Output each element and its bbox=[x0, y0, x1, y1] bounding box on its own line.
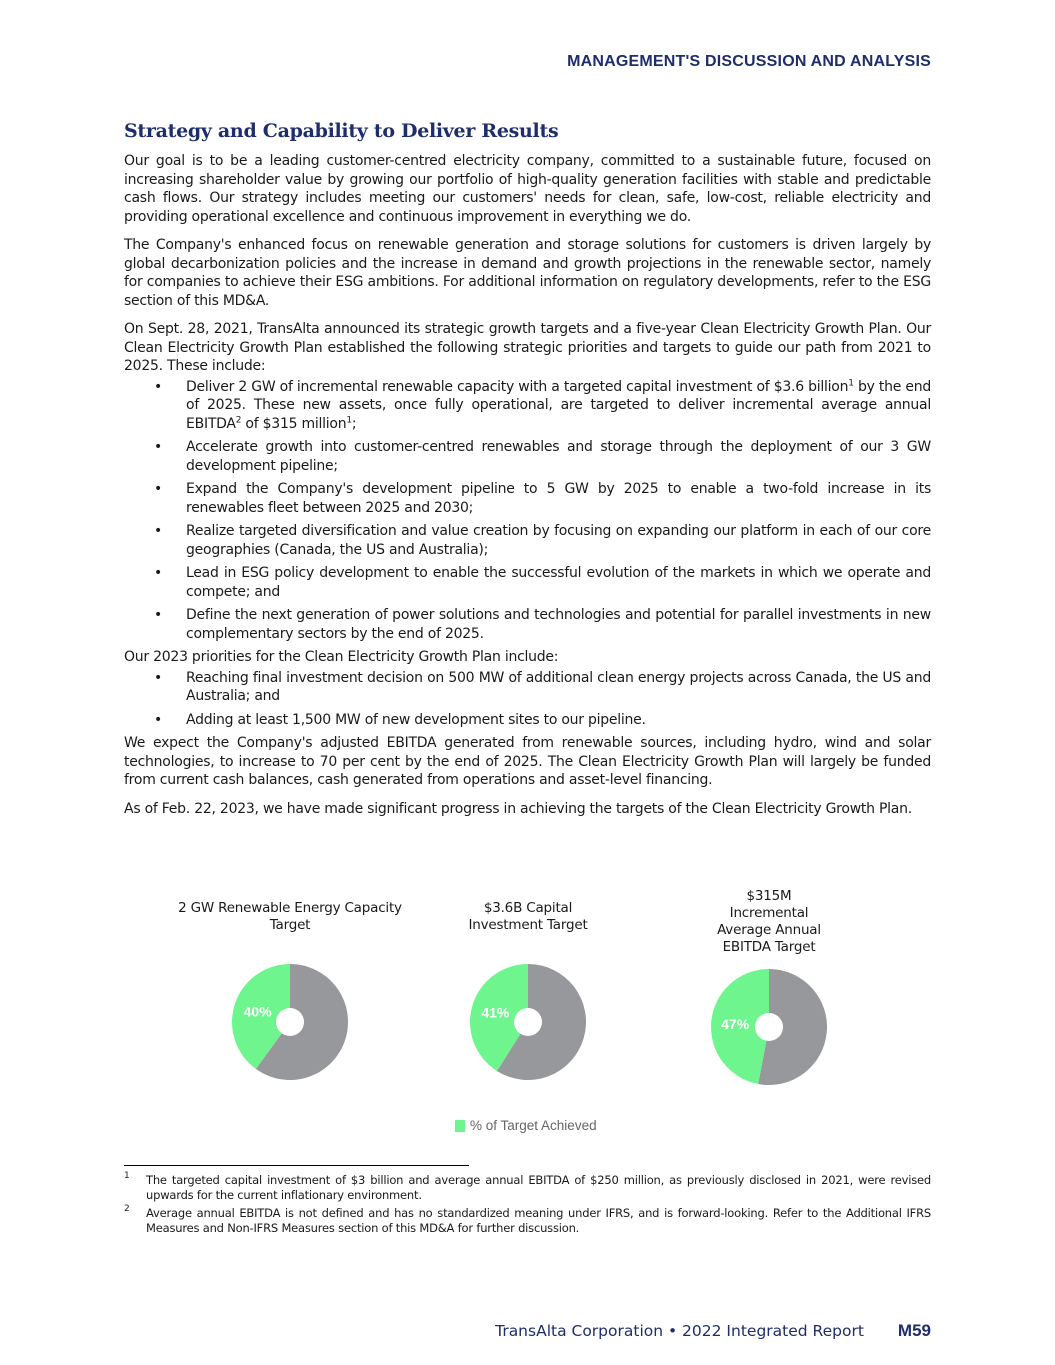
target-progress-charts bbox=[124, 880, 931, 1150]
footnote-ref: 1 bbox=[346, 414, 352, 425]
footnote-number: 2 bbox=[124, 1204, 130, 1214]
main-content bbox=[124, 120, 931, 828]
legend-label: % of Target Achieved bbox=[470, 1118, 597, 1133]
chart-title: $3.6B Capital Investment Target bbox=[468, 900, 588, 933]
footnote-ref: 1 bbox=[848, 377, 854, 388]
list-item: • Expand the Company's development pipeline to 5 GW by 2025 to enable a two-fold increase in its renewables fleet between 2025 and 2030; bbox=[154, 481, 931, 516]
page-number: M59 bbox=[897, 1321, 931, 1340]
data-label: 40% bbox=[243, 1003, 272, 1020]
donut-hole bbox=[514, 1008, 542, 1036]
bullet-glyph: • bbox=[154, 669, 163, 686]
data-label: 47% bbox=[721, 1015, 750, 1032]
footnotes bbox=[124, 1173, 931, 1239]
bullet-glyph: • bbox=[154, 439, 163, 455]
paragraph-goal: Our goal is to be a leading customer-centred electricity company, committed to a sustainable future, focused on increasing shareholder value by growing our portfolio of high-quality generation facilities with stable and predictable cash flows. Our strategy includes meeting our customers' needs for clean, safe, low-cost, reliable electricity and providing operational excellence and continuous improvement in everything we do. bbox=[124, 153, 931, 225]
bullet-glyph: • bbox=[154, 711, 163, 728]
strategic-priorities-list bbox=[124, 378, 931, 644]
list-item: • Define the next generation of power solutions and technologies and potential for parallel investments in new complementary sectors by the end of 2025. bbox=[154, 607, 931, 642]
paragraph-focus: The Company's enhanced focus on renewable generation and storage solutions for customers is driven largely by global decarbonization policies and the increase in demand and growth projections in the renewable sector, namely for companies to achieve their ESG ambitions. For additional information on regulatory developments, refer to the ESG section of this MD&A. bbox=[124, 237, 931, 309]
footnote bbox=[124, 1173, 931, 1203]
donut-chart bbox=[468, 962, 588, 1082]
priorities-2023-list bbox=[124, 669, 931, 730]
page-footer bbox=[495, 1321, 931, 1341]
data-label: 41% bbox=[481, 1004, 510, 1021]
bullet-glyph: • bbox=[154, 378, 163, 395]
chart-legend bbox=[455, 1118, 597, 1133]
footnote bbox=[124, 1206, 931, 1236]
donut-chart bbox=[230, 962, 350, 1082]
donut-chart bbox=[709, 967, 829, 1087]
footer-report-title: TransAlta Corporation • 2022 Integrated Report bbox=[495, 1322, 864, 1340]
footnote-text: The targeted capital investment of $3 billion and average annual EBITDA of $250 million, as previously disclosed in 2021, were revised upwards for the current inflationary environment. bbox=[146, 1173, 931, 1202]
bullet-glyph: • bbox=[154, 607, 163, 623]
list-item: • Realize targeted diversification and value creation by focusing on expanding our platform in each of our core geographies (Canada, the US and Australia); bbox=[154, 523, 931, 558]
footnote-number: 1 bbox=[124, 1171, 130, 1181]
section-title: Strategy and Capability to Deliver Results bbox=[124, 120, 559, 142]
list-item: • Reaching final investment decision on 500 MW of additional clean energy projects across Canada, the US and Australia; and bbox=[154, 669, 931, 704]
donut-hole bbox=[276, 1008, 304, 1036]
list-item: • Deliver 2 GW of incremental renewable capacity with a targeted capital investment of $3.6 billion$^1$ by the end of 2025. These new assets, once fully operational, are targeted to deliver incremental average annual EBITDA$^2$ of $315 million$^1$; bbox=[154, 377, 931, 432]
paragraph-growth-plan: On Sept. 28, 2021, TransAlta announced its strategic growth targets and a five-year Clean Electricity Growth Plan. Our Clean Electricity Growth Plan established the following strategic priorities and targets to guide our path from 2021 to 2025. These include: bbox=[124, 321, 931, 374]
legend-swatch bbox=[455, 1120, 465, 1132]
footnote-divider bbox=[124, 1165, 469, 1166]
paragraph-progress: As of Feb. 22, 2023, we have made significant progress in achieving the targets of the Clean Electricity Growth Plan. bbox=[124, 800, 912, 817]
list-item: • Lead in ESG policy development to enable the successful evolution of the markets in which we operate and compete; and bbox=[154, 565, 931, 600]
paragraph-2023-priorities: Our 2023 priorities for the Clean Electricity Growth Plan include: bbox=[124, 649, 559, 665]
bullet-glyph: • bbox=[154, 565, 163, 581]
list-item: • Accelerate growth into customer-centred renewables and storage through the deployment of our 3 GW development pipeline; bbox=[154, 439, 931, 474]
chart-title: $315M Incremental Average Annual EBITDA Target bbox=[717, 888, 821, 955]
donut-hole bbox=[755, 1013, 783, 1041]
chart-title: 2 GW Renewable Energy Capacity Target bbox=[178, 900, 402, 933]
running-header: MANAGEMENT'S DISCUSSION AND ANALYSIS bbox=[567, 53, 931, 70]
bullet-glyph: • bbox=[154, 523, 163, 539]
footnote-ref: 2 bbox=[235, 414, 242, 425]
bullet-glyph: • bbox=[154, 481, 163, 497]
list-item: • Adding at least 1,500 MW of new development sites to our pipeline. bbox=[154, 711, 646, 728]
footnote-text: Average annual EBITDA is not defined and has no standardized meaning under IFRS, and is forward-looking. Refer to the Additional IFRS Measures and Non-IFRS Measures section of this MD&A for further discussion. bbox=[146, 1206, 931, 1235]
paragraph-ebitda-outlook: We expect the Company's adjusted EBITDA generated from renewable sources, including hydro, wind and solar technologies, to increase to 70 per cent by the end of 2025. The Clean Electricity Growth Plan will largely be funded from current cash balances, cash generated from operations and asset-level financing. bbox=[124, 735, 931, 788]
